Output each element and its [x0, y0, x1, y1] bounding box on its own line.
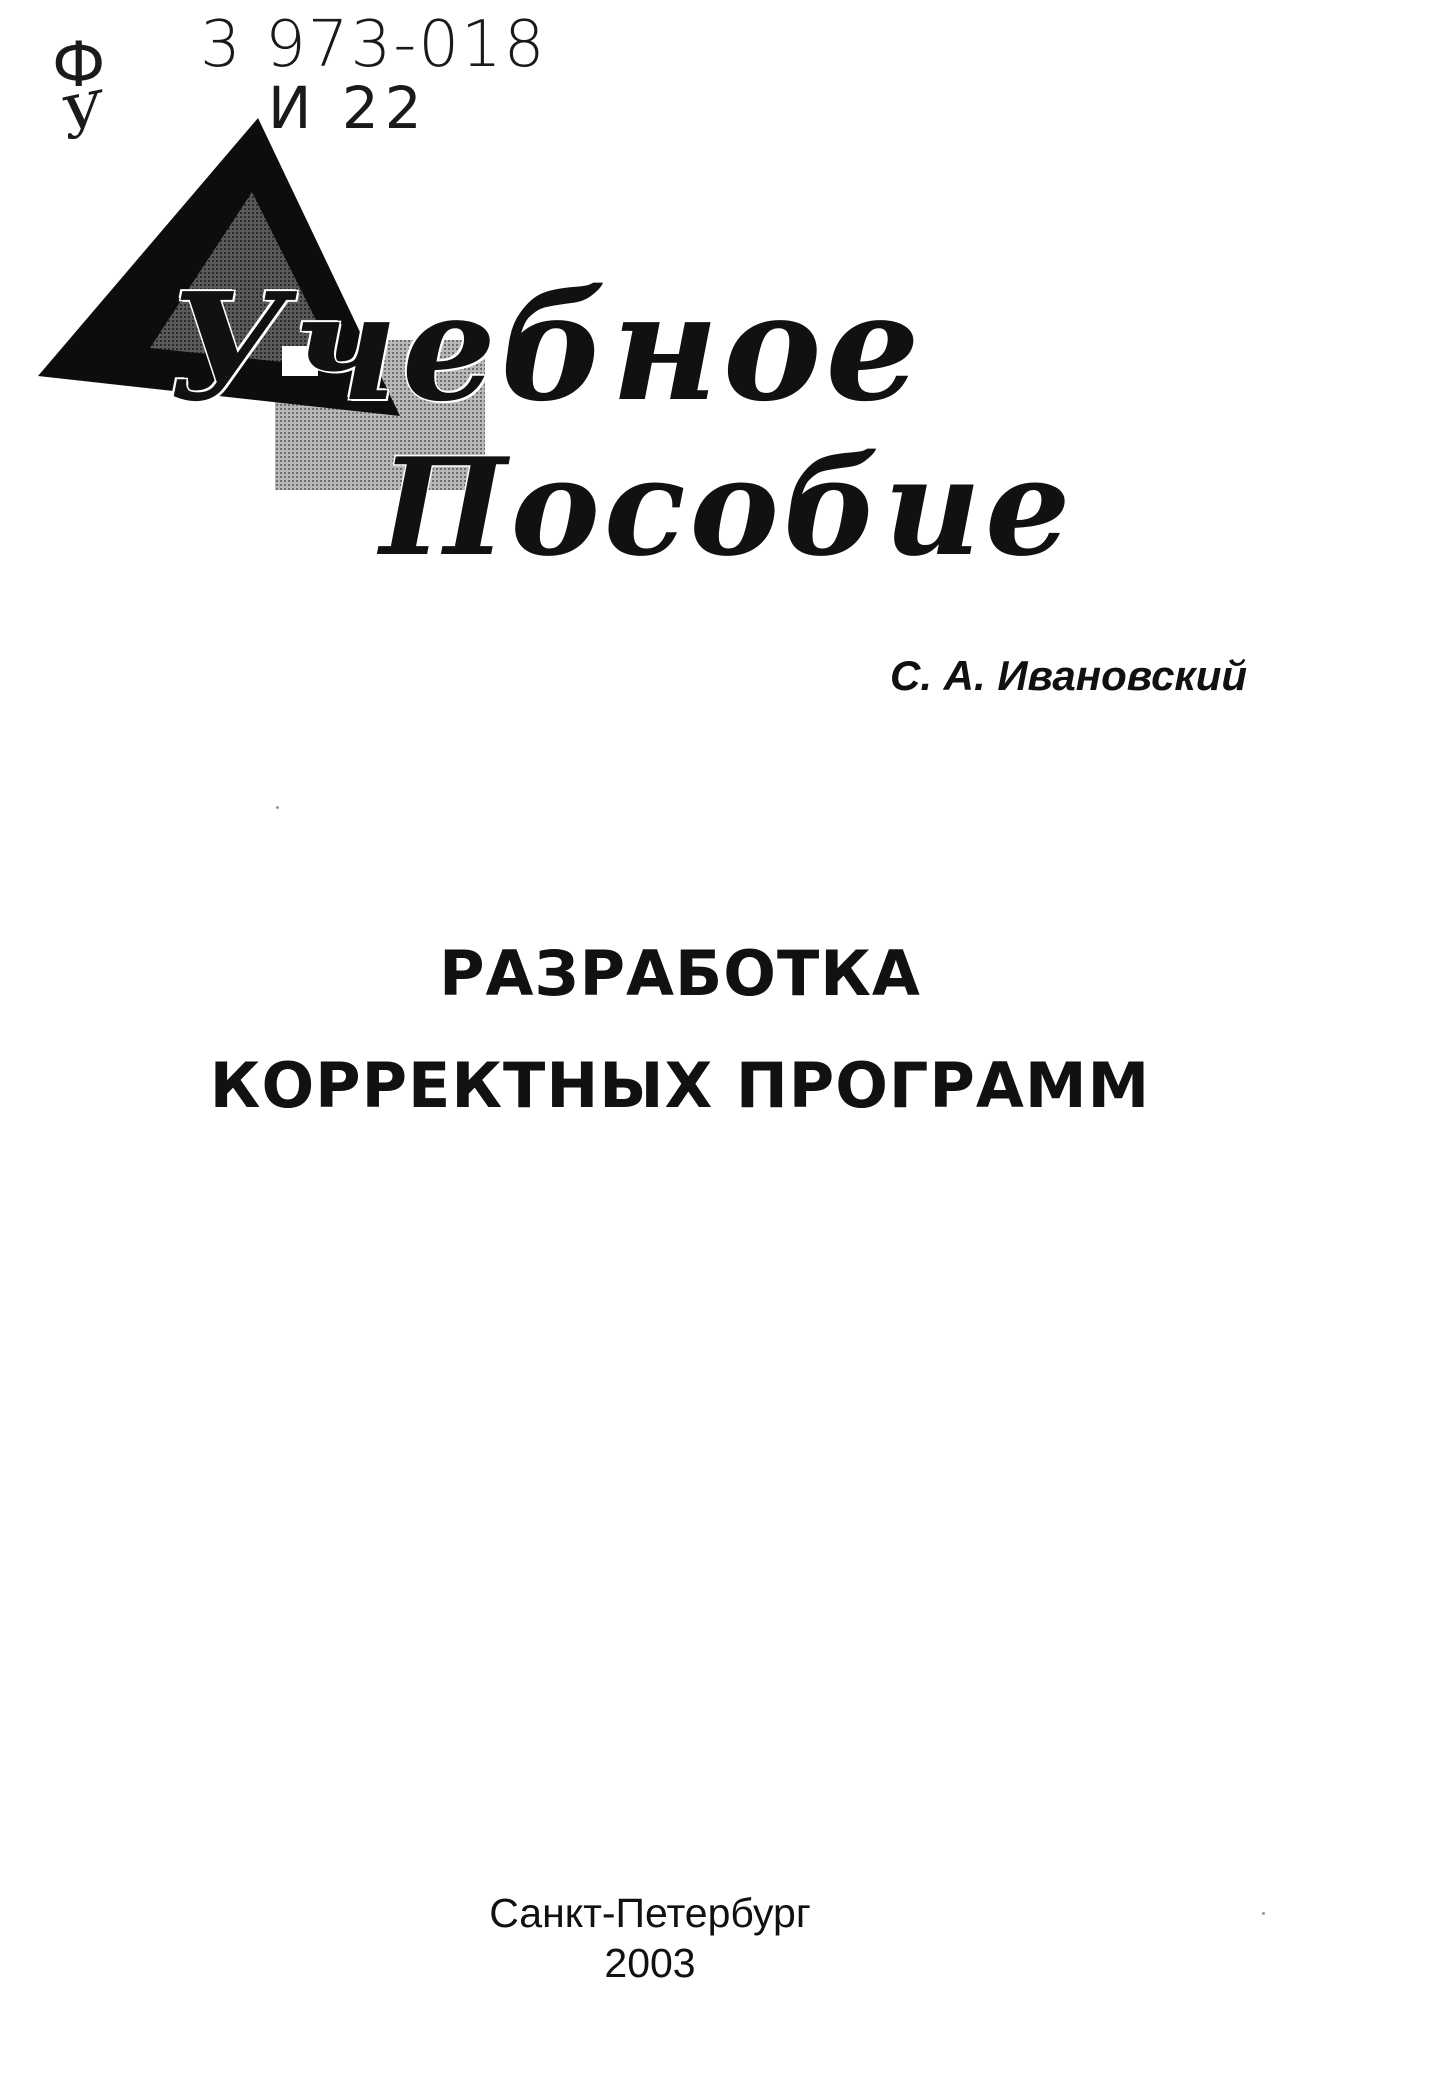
author-name: С. А. Ивановский: [890, 652, 1248, 699]
shelfmark-letter-u: У: [55, 78, 111, 154]
title-line-2: КОРРЕКТНЫХ ПРОГРАММ: [209, 1049, 1151, 1122]
series-logo: [0, 100, 1100, 586]
scan-speck: [1262, 1912, 1265, 1915]
series-word-posobie: Пособие: [380, 428, 1075, 586]
title-line-1: РАЗРАБОТКА: [439, 937, 921, 1010]
shelfmark-code: 3 973-018: [200, 8, 547, 82]
shelfmark-letter-f: Ф: [52, 28, 106, 101]
shelfmark-author-mark: И 22: [268, 74, 428, 142]
imprint: [0, 1888, 1300, 1988]
scan-speck: [276, 806, 279, 809]
imprint-year: 2003: [604, 1940, 696, 1986]
book-title: [0, 918, 1360, 1142]
series-word-uchebnoe: Учебное: [168, 260, 924, 434]
imprint-city: Санкт-Петербург: [489, 1890, 811, 1936]
